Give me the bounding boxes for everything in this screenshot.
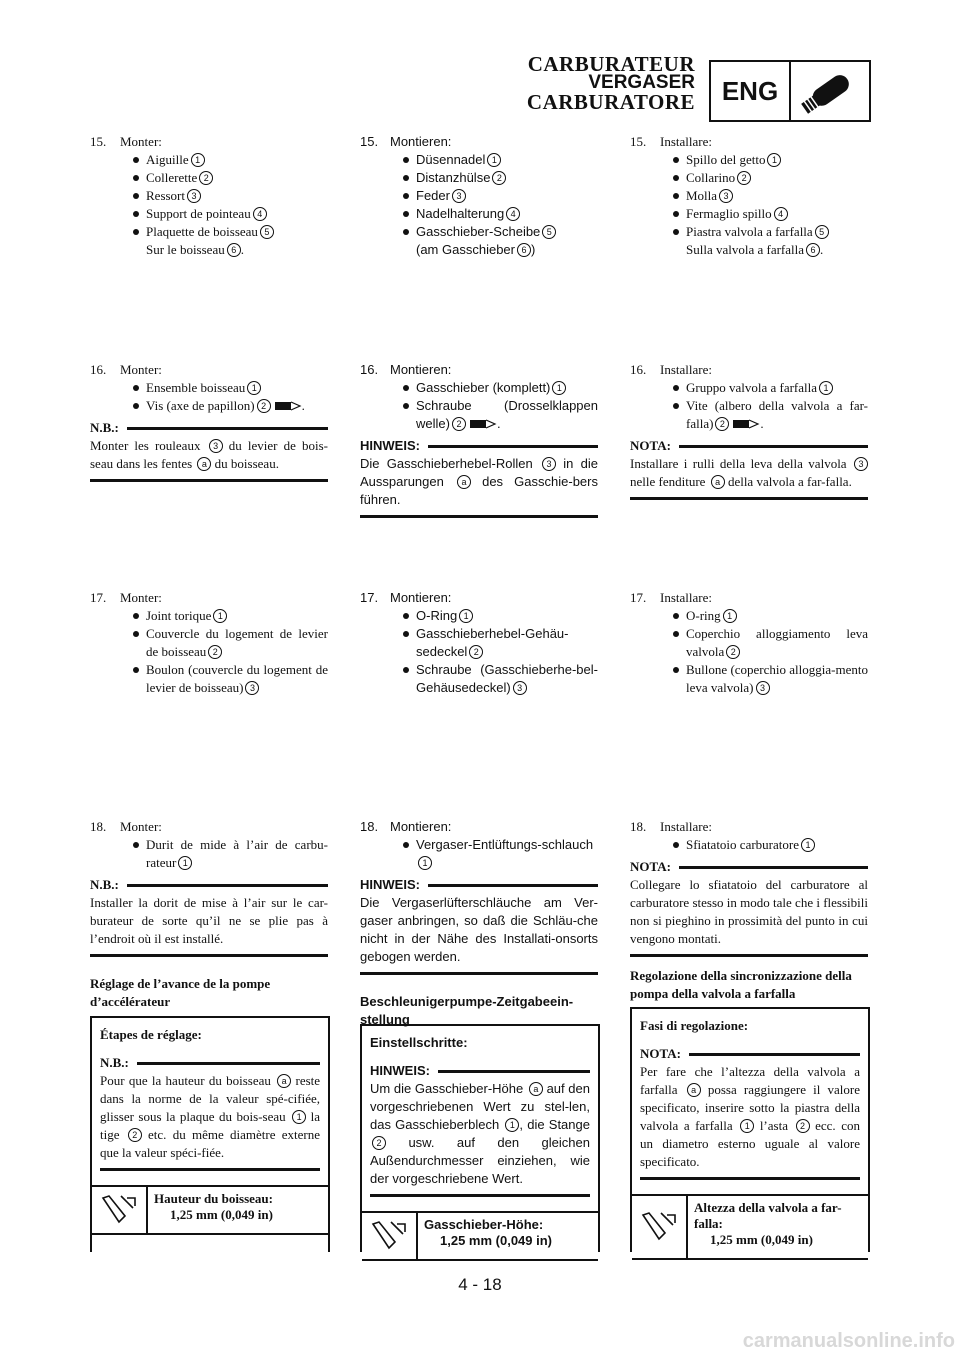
- section-title: Réglage de l’avance de la pompe d’accélérateur: [90, 976, 271, 1009]
- note-header: NOTA:: [640, 1045, 860, 1063]
- column-it: [630, 133, 868, 259]
- list-item: Fermaglio spillo 4: [672, 205, 868, 223]
- page-number: 4 - 18: [458, 1275, 502, 1294]
- step-18-it: 18. Installare:: [630, 819, 712, 834]
- list-item: Plaquette de boisseau 5: [132, 223, 328, 241]
- note-body: Die Gasschieberhebel-Rollen 3 in die Aussparungen a des Gasschie-bers führen.: [360, 455, 598, 518]
- box-title: Étapes de réglage:: [100, 1027, 202, 1042]
- grease-icon: [469, 419, 497, 429]
- parts-list: [630, 836, 868, 854]
- list-item: Collerette 2: [132, 169, 328, 187]
- column-it-18: [630, 818, 868, 1003]
- list-item: O-ring 1: [672, 607, 868, 625]
- step-sub: Sulla valvola a farfalla 6 .: [686, 242, 824, 257]
- step-16-fr: 16. Monter:: [90, 362, 162, 377]
- adjustment-box-de: [360, 1024, 600, 1252]
- grease-icon: [732, 419, 760, 429]
- step-sub: (am Gasschieber 6 ): [416, 242, 536, 257]
- box-title: Einstellschritte:: [370, 1035, 468, 1050]
- adjustment-box-fr: [90, 1016, 330, 1252]
- list-item: O-Ring 1: [402, 607, 598, 625]
- caliper-icon: [362, 1213, 418, 1259]
- note-header: HINWEIS:: [360, 437, 598, 455]
- list-item: Schraube (Gasschieberhe-bel-Gehäusedeckel) 3: [402, 661, 598, 697]
- parts-list: [360, 836, 598, 872]
- list-item: Spillo del getto 1: [672, 151, 868, 169]
- spec-row: [92, 1185, 328, 1235]
- step-15-fr: [90, 133, 328, 151]
- list-item: Düsennadel 1: [402, 151, 598, 169]
- parts-list: [90, 836, 328, 872]
- section-badge: [709, 60, 871, 122]
- note-body: Die Vergaserlüfterschläuche am Ver-gaser anbringen, so daß die Schläu-che nicht in der Nähe des Installati-onsorts gebogen werden.: [360, 894, 598, 975]
- parts-list: [360, 607, 598, 697]
- caliper-icon: [92, 1187, 148, 1233]
- list-item: Couvercle du logement de levier de boisseau 2: [132, 625, 328, 661]
- step-17-de: 17. Montieren:: [360, 590, 452, 605]
- note-header: HINWEIS:: [360, 876, 598, 894]
- note-body: Monter les rouleaux 3 du levier de bois-seau dans les fentes a du boisseau.: [90, 437, 328, 482]
- note-header: N.B.:: [90, 419, 328, 437]
- parts-list: [630, 151, 868, 241]
- list-item: Bullone (coperchio alloggia-mento leva valvola) 3: [672, 661, 868, 697]
- step-16-de: 16. Montieren:: [360, 362, 452, 377]
- column-it-17: [630, 589, 868, 697]
- note-header: N.B.:: [90, 876, 328, 894]
- list-item: Nadelhalterung 4: [402, 205, 598, 223]
- list-item: Joint torique 1: [132, 607, 328, 625]
- column-de-18: [360, 818, 598, 1029]
- list-item: Feder 3: [402, 187, 598, 205]
- spec-text: Hauteur du boisseau: 1,25 mm (0,049 in): [154, 1191, 273, 1222]
- step-18-fr: 18. Monter:: [90, 819, 162, 834]
- column-fr: [90, 133, 328, 259]
- parts-list: [630, 607, 868, 697]
- step-15-it: 15. Installare:: [630, 134, 712, 149]
- parts-list: [90, 607, 328, 697]
- parts-list: [90, 379, 328, 415]
- note-body: Pour que la hauteur du boisseau a reste dans la norme de la valeur spé-cifiée, glisser sous la plaque du bois-seau 1 la tige 2 etc. du même diamètre externe que la valeur spéci-fiée.: [100, 1072, 320, 1171]
- column-de: [360, 133, 598, 259]
- grease-icon: [274, 401, 302, 411]
- column-fr-16: [90, 361, 328, 482]
- header-title-de: VERGASER: [588, 72, 695, 93]
- spec-row: [632, 1194, 868, 1260]
- list-item: Durit de mide à l’air de carbu-rateur 1: [132, 836, 328, 872]
- step-sub: Sur le boisseau 6 .: [146, 242, 244, 257]
- list-item: Gruppo valvola a farfalla 1: [672, 379, 868, 397]
- list-item: Piastra valvola a farfalla 5: [672, 223, 868, 241]
- list-item: Ensemble boisseau 1: [132, 379, 328, 397]
- list-item: Support de pointeau 4: [132, 205, 328, 223]
- column-de-17: [360, 589, 598, 697]
- list-item: Boulon (couvercle du logement de levier de boisseau) 3: [132, 661, 328, 697]
- list-item: Gasschieberhebel-Gehäu-sedeckel 2: [402, 625, 598, 661]
- list-item: Aiguille 1: [132, 151, 328, 169]
- column-fr-18: [90, 818, 328, 1011]
- note-body: Installare i rulli della leva della valvola 3 nelle fenditure a della valvola a far-falla.: [630, 455, 868, 500]
- step-16-it: 16. Installare:: [630, 362, 712, 377]
- eng-label: ENG: [711, 62, 791, 120]
- caliper-icon: [632, 1196, 688, 1258]
- header-title-it: CARBURATORE: [526, 90, 695, 114]
- box-title: Fasi di regolazione:: [640, 1018, 749, 1033]
- note-body: Um die Gasschieber-Höhe a auf den vorgeschriebenen Wert zu stel-len, das Gasschieberblech 1 , die Stange 2 usw. auf den gleichen Außendurchmesser einziehen, wie der vorgeschriebene Wert.: [370, 1080, 590, 1197]
- list-item: Gasschieber (komplett) 1: [402, 379, 598, 397]
- list-item: Molla 3: [672, 187, 868, 205]
- adjustment-box-it: [630, 1007, 870, 1252]
- step-heading: Monter:: [120, 134, 162, 149]
- parts-list: [360, 379, 598, 433]
- watermark-url: carmanualsonline.info: [742, 1330, 955, 1352]
- parts-list: [630, 379, 868, 433]
- list-item: Collarino 2: [672, 169, 868, 187]
- engine-wrench-icon: [791, 62, 869, 120]
- column-de-16: [360, 361, 598, 518]
- list-item: Sfiatatoio carburatore 1: [672, 836, 868, 854]
- list-item: Schraube (Drosselklappen welle) 2 .: [402, 397, 598, 433]
- note-body: Installer la dorit de mise à l’air sur le car-burateur de sorte qu’il ne se plie pas à l’endroit où il est installé.: [90, 894, 328, 957]
- header-title-fr: CARBURATEUR: [527, 52, 695, 76]
- note-header: NOTA:: [630, 437, 868, 455]
- note-body: Per fare che l’altezza della valvola a farfalla a possa raggiungere il valore specificato, inserire sotto la piastra della valvola a farfalla 1 l’asta 2 ecc. con un diametro esterno uguale al valore specificato.: [640, 1063, 860, 1180]
- spec-row: [362, 1211, 598, 1261]
- parts-list: [90, 151, 328, 241]
- note-header: NOTA:: [630, 858, 868, 876]
- step-18-de: 18. Montieren:: [360, 819, 452, 834]
- step-17-it: 17. Installare:: [630, 590, 712, 605]
- section-title: Beschleunigerpumpe-Zeitgabeein-stellung: [360, 994, 574, 1027]
- column-it-16: [630, 361, 868, 500]
- spec-text: Altezza della valvola a far-falla: 1,25 mm (0,049 in): [694, 1200, 842, 1247]
- step-number: 15.: [90, 134, 107, 149]
- parts-list: [360, 151, 598, 241]
- list-item: Distanzhülse 2: [402, 169, 598, 187]
- note-header: HINWEIS:: [370, 1062, 590, 1080]
- list-item: Ressort 3: [132, 187, 328, 205]
- step-17-fr: 17. Monter:: [90, 590, 162, 605]
- note-body: Collegare lo sfiatatoio del carburatore al carburatore stesso in modo tale che i flessibili non si pieghino in prossimità del punto in cui vengono montati.: [630, 876, 868, 957]
- column-fr-17: [90, 589, 328, 697]
- spec-text: Gasschieber-Höhe: 1,25 mm (0,049 in): [424, 1217, 552, 1248]
- step-15-de: 15. Montieren:: [360, 134, 452, 149]
- list-item: Vis (axe de papillon) 2 .: [132, 397, 328, 415]
- list-item: Gasschieber-Scheibe 5: [402, 223, 598, 241]
- list-item: Coperchio alloggiamento leva valvola 2: [672, 625, 868, 661]
- list-item: Vergaser-Entlüftungs-schlauch1: [402, 836, 598, 872]
- note-header: N.B.:: [100, 1054, 320, 1072]
- list-item: Vite (albero della valvola a far-falla) 2 .: [672, 397, 868, 433]
- section-title: Regolazione della sincronizzazione della pompa della valvola a farfalla: [630, 968, 852, 1001]
